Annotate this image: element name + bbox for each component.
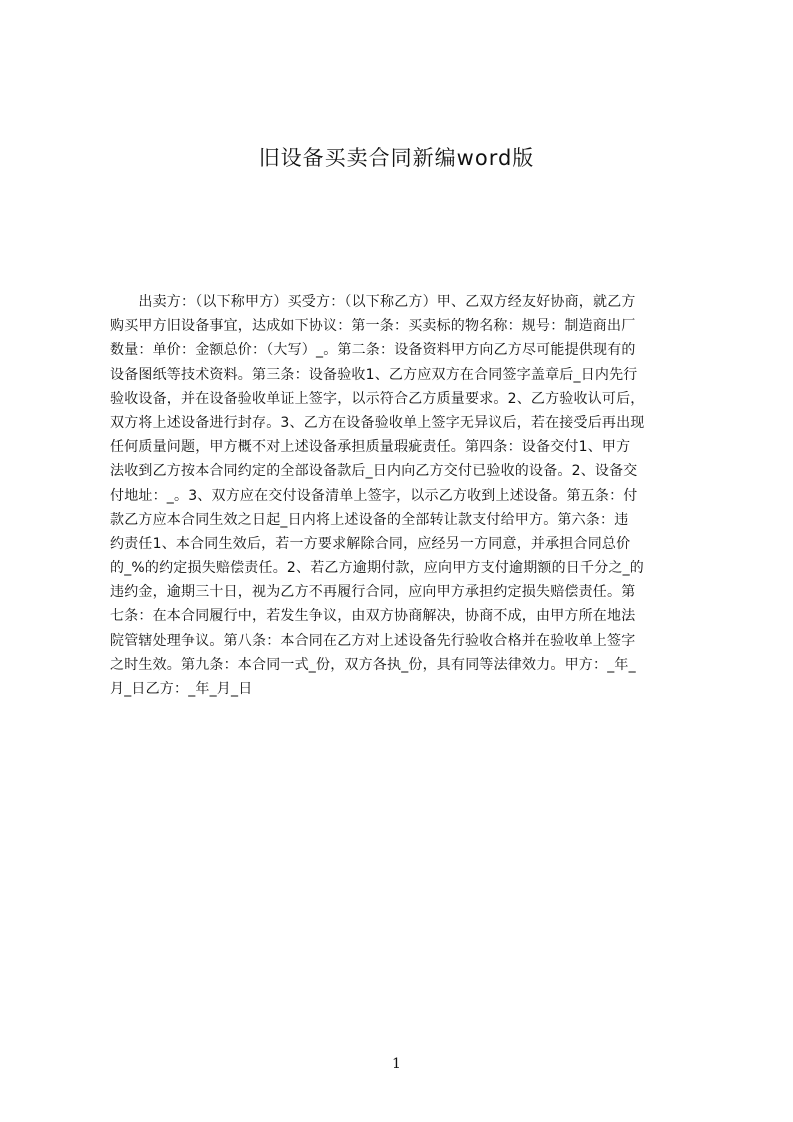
page-number: 1 [392, 1056, 401, 1072]
body-line: 月_日乙方：_年_月_日 [110, 681, 253, 697]
document-title: 旧设备买卖合同新编word版 [258, 146, 535, 170]
body-line: 设备图纸等技术资料。第三条：设备验收1、乙方应双方在合同签字盖章后_日内先行 [110, 366, 638, 383]
body-line: 的_%的约定损失赔偿责任。2、若乙方逾期付款，应向甲方支付逾期额的日千分之_的 [110, 560, 645, 577]
body-line: 约责任1、本合同生效后，若一方要求解除合同，应经另一方同意，并承担合同总价 [110, 535, 631, 552]
body-line: 出卖方：（以下称甲方）买受方：（以下称乙方）甲、乙双方经友好协商，就乙方 [110, 294, 636, 310]
body-line: 数量：单价：金额总价：（大写）_。第二条：设备资料甲方向乙方尽可能提供现有的 [110, 342, 636, 359]
body-line: 七条：在本合同履行中，若发生争议，由双方协商解决，协商不成，由甲方所在地法 [110, 608, 636, 625]
body-line: 任何质量问题，甲方概不对上述设备承担质量瑕疵责任。第四条：设备交付1、甲方 [110, 439, 631, 456]
body-line: 院管辖处理争议。第八条：本合同在乙方对上述设备先行验收合格并在验收单上签字 [110, 632, 636, 649]
body-line: 购买甲方旧设备事宜，达成如下协议：第一条：买卖标的物名称：规号：制造商出厂 [110, 318, 636, 335]
body-line: 款乙方应本合同生效之日起_日内将上述设备的全部转让款支付给甲方。第六条：违 [110, 511, 629, 528]
body-line: 法收到乙方按本合同约定的全部设备款后_日内向乙方交付已验收的设备。2、设备交 [110, 463, 638, 480]
body-line: 之时生效。第九条：本合同一式_份，双方各执_份，具有同等法律效力。甲方：_年_ [110, 656, 636, 673]
body-line: 付地址：_。3、双方应在交付设备清单上签字，以示乙方收到上述设备。第五条：付 [110, 487, 638, 504]
body-line: 验收设备，并在设备验收单证上签字，以示符合乙方质量要求。2、乙方验收认可后， [110, 390, 645, 407]
document-body [110, 290, 698, 701]
body-line: 违约金，逾期三十日，视为乙方不再履行合同，应向甲方承担约定损失赔偿责任。第 [110, 584, 636, 601]
body-line: 双方将上述设备进行封存。3、乙方在设备验收单上签字无异议后，若在接受后再出现 [110, 414, 645, 431]
